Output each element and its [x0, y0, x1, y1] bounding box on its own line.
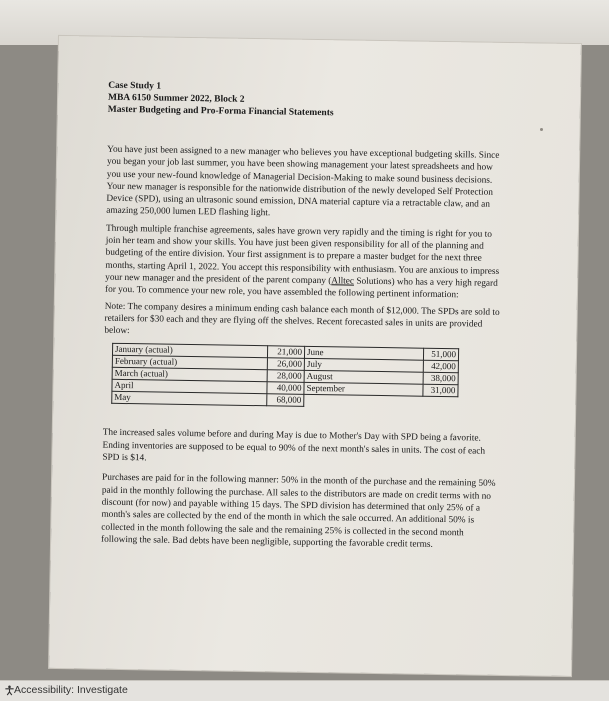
note-paragraph: Note: The company desires a minimum ending cash balance each month of $12,000. The SPDs are sold to retailers for $30 each and they are flying off the shelves. Recent forecasted sales in units are provided below:	[104, 301, 500, 337]
month-cell: April	[112, 380, 267, 394]
month-cell: March (actual)	[112, 368, 267, 382]
accessibility-status[interactable]: Accessibility: Investigate	[14, 684, 128, 696]
units-cell: 42,000	[423, 361, 458, 374]
franchise-text-end: Solutions) who has a very high regard for you. To commence your new role, you have assembled the following pertinent information:	[104, 276, 498, 301]
units-cell: 31,000	[423, 385, 458, 398]
month-cell: January (actual)	[112, 344, 267, 358]
document-content	[101, 80, 508, 552]
units-cell: 21,000	[267, 346, 304, 359]
units-cell: 26,000	[267, 358, 304, 371]
month-cell: July	[304, 359, 423, 373]
sales-forecast-table	[111, 343, 459, 409]
month-cell: February (actual)	[112, 356, 267, 370]
month-cell: August	[304, 371, 423, 385]
course-title: MBA 6150 Summer 2022, Block 2	[107, 92, 245, 105]
units-cell: 51,000	[423, 349, 458, 362]
units-cell: 40,000	[267, 382, 304, 395]
month-cell: September	[304, 383, 423, 397]
empty-cell	[304, 395, 423, 409]
case-study-title: Case Study 1	[108, 80, 162, 92]
page-mark	[540, 128, 543, 131]
franchise-text-start: Through multiple franchise agreements, sales have grown very rapidly and the timing is right for you to join her team and show your skills. You have just been given responsibility for all of the planning and budgeting of the entire division. Your first assignment is to prepare a master budget for the next three months, starting April 1, 2022. You accept this responsibility with enthusiasm. You are anxious to impress your new manager and the president of the parent company (	[105, 223, 500, 287]
document-page	[49, 36, 581, 676]
month-cell: May	[112, 392, 267, 406]
empty-cell	[423, 397, 458, 410]
units-cell: 68,000	[267, 394, 304, 407]
units-cell: 28,000	[267, 370, 304, 383]
assignment-title: Master Budgeting and Pro-Forma Financial Statements	[107, 104, 334, 119]
franchise-paragraph	[105, 222, 506, 302]
payment-terms-paragraph: Purchases are paid for in the following manner: 50% in the month of the purchase and the remaining 50% paid in the monthly following the purchase. All sales to the distributors are made on credit terms with no discount (for now) and payable withing 15 days. The SPD division has determined that only 25% of a month's sales are collected by the end of the month in which the sale occurred. An additional 50% is collected in the month following the sale and the remaining 25% is collected in the second month following the sale. Bad debts have been negligible, supporting the favorable credit terms.	[101, 473, 496, 550]
intro-paragraph: You have just been assigned to a new manager who believes you have exceptional budgeting skills. Since you began your job last summer, you have been showing management your latest spreadsheets and how you use your new-found knowledge of Managerial Decision-Making to make sound business decisions. Your new manager is responsible for the nationwide distribution of the newly developed Self Protection Device (SPD), using an ultrasonic sound emission, DNA material capture via a retractable claw, and an amazing 250,000 lumen LED flashing light.	[106, 144, 500, 219]
company-name: Alltec	[331, 276, 355, 287]
sales-volume-paragraph: The increased sales volume before and during May is due to Mother's Day with SPD being a favorite. Ending inventories are supposed to be equal to 90% of the next month's sales in units. The cost of each SPD is $14.	[102, 428, 486, 464]
status-bar	[0, 680, 609, 701]
month-cell: June	[304, 347, 423, 361]
units-cell: 38,000	[423, 373, 458, 386]
